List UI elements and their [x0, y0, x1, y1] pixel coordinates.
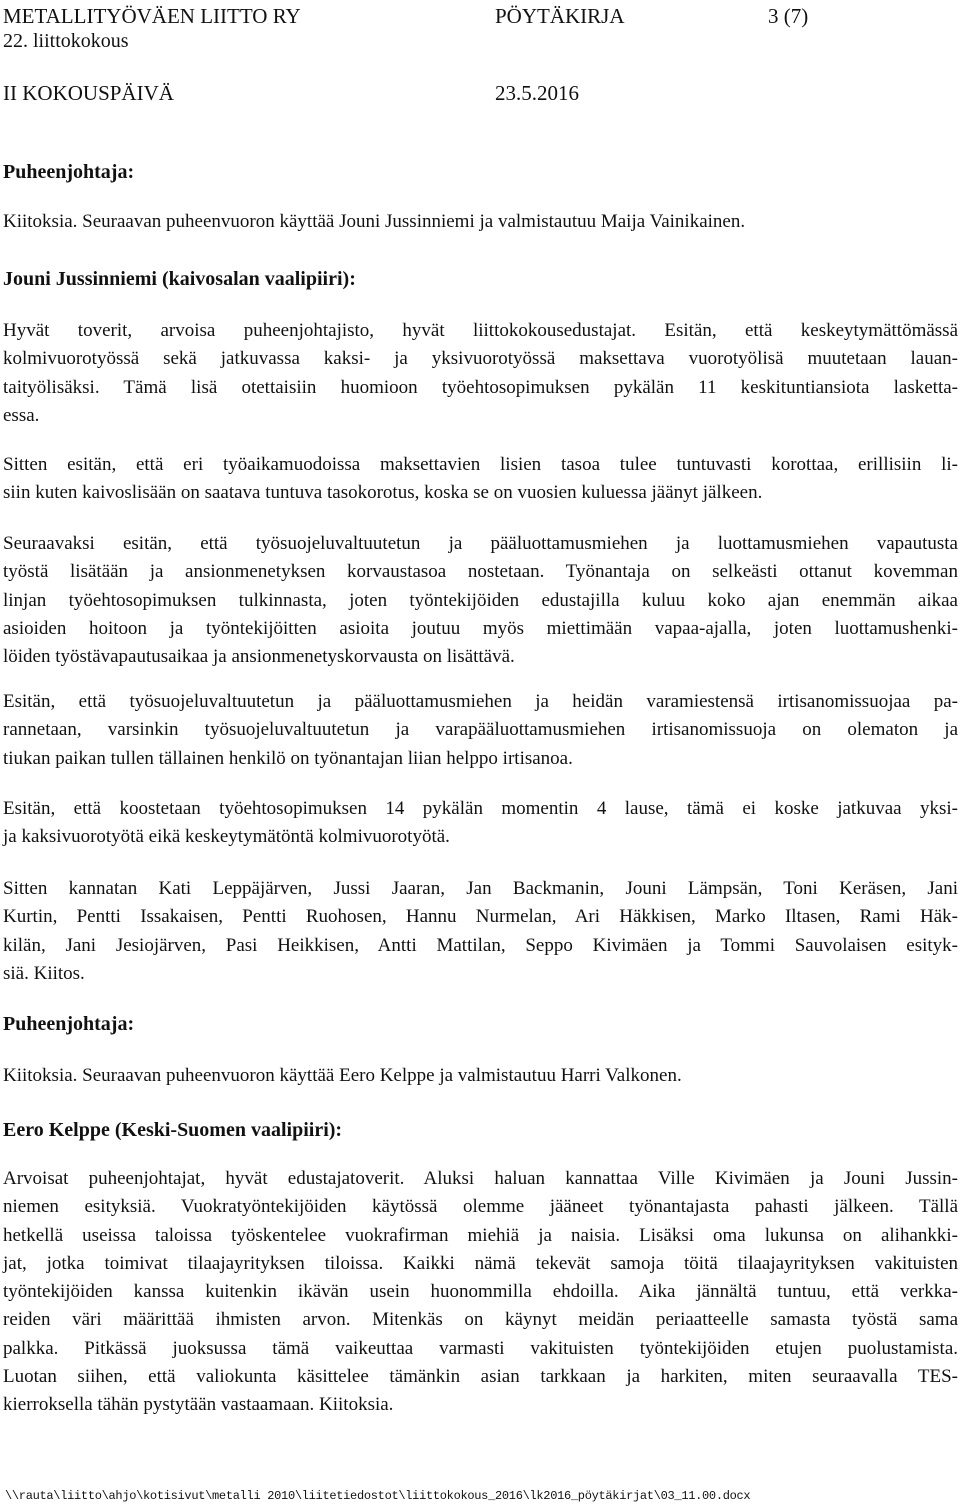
- header-page-number: 3 (7): [768, 4, 809, 28]
- footer-file-path: \\rauta\liitto\ahjo\kotisivut\metalli 2010\liitetiedostot\liittokokous_2016\lk2016_pöytäkirjat\03_11.00.docx: [5, 1489, 751, 1503]
- paragraph-line: Sitten esitän, että eri työaikamuodoissa maksettavien lisien tasoa tulee tuntuvasti korottaa, erillisiin li-: [3, 454, 958, 475]
- header-date: 23.5.2016: [495, 81, 579, 105]
- paragraph-line: essa.: [3, 404, 40, 426]
- paragraph-line: niemen esityksiä. Vuokratyöntekijöiden käytössä olemme jääneet työnantajasta pahasti jälkeen. Tällä: [3, 1196, 958, 1218]
- paragraph: [3, 875, 958, 988]
- paragraph-line: asioiden hoitoon ja työntekijöitten asioita joutuu myös miettimään vapaa-ajalla, joten luottamushenki-: [3, 617, 958, 639]
- speaker-heading: Jouni Jussinniemi (kaivosalan vaalipiiri):: [3, 268, 356, 290]
- paragraph-line: Esitän, että koostetaan työehtosopimuksen 14 pykälän momentin 4 lause, tämä ei koske jatkuvaa yksi-: [3, 798, 958, 819]
- paragraph-line: Kiitoksia. Seuraavan puheenvuoron käyttää Jouni Jussinniemi ja valmistautuu Maija Vainikainen.: [3, 211, 746, 232]
- paragraph-line: Hyvät toverit, arvoisa puheenjohtajisto, hyvät liittokokousedustajat. Esitän, että keskeytymättömässä: [3, 320, 958, 341]
- paragraph-line: löiden työstävapautusaikaa ja ansionmenetyskorvausta on lisättävä.: [3, 646, 515, 668]
- header-document-type: PÖYTÄKIRJA: [495, 4, 625, 28]
- paragraph-line: siin kuten kaivoslisään on saatava tuntuva tasokorotus, koska se on vuosien kuluessa jäänyt jälkeen.: [3, 482, 763, 504]
- paragraph-line: siä. Kiitos.: [3, 962, 85, 984]
- paragraph-line: palkka. Pitkässä juoksussa tämä vaikeuttaa varmasti vakituisten työntekijöiden etujen puolustamista.: [3, 1337, 958, 1359]
- speaker-heading: Puheenjohtaja:: [3, 161, 135, 183]
- paragraph-line: Seuraavaksi esitän, että työsuojeluvaltuutetun ja pääluottamusmiehen ja luottamusmiehen vapautusta: [3, 533, 958, 554]
- paragraph: [3, 688, 958, 773]
- paragraph-line: kolmivuorotyössä sekä jatkuvassa kaksi- ja yksivuorotyössä maksettava vuorotyölisä muutetaan lauan-: [3, 348, 958, 370]
- paragraph-line: reiden väri määrittää ihmisten arvon. Mitenkäs on käynyt meidän periaatteelle samasta työstä sama: [3, 1309, 958, 1331]
- paragraph-line: Luotan siihen, että valiokunta käsittelee tämänkin asian tarkkaan ja harkiten, miten seuraavalla TES-: [3, 1366, 958, 1388]
- paragraph: [3, 317, 958, 430]
- paragraph: [3, 795, 958, 852]
- paragraph-line: Arvoisat puheenjohtajat, hyvät edustajatoverit. Aluksi haluan kannattaa Ville Kivimäen ja Jouni Jussin-: [3, 1168, 958, 1189]
- paragraph-line: tiukan paikan tullen tällainen henkilö on työnantajan liian helppo irtisanoa.: [3, 747, 573, 769]
- paragraph-line: työntekijöiden kanssa kuitenkin ikävän usein huonommilla ehdoilla. Aika jännältä tuntuu, että verkka-: [3, 1281, 958, 1303]
- paragraph-line: ja kaksivuorotyötä eikä keskeytymätöntä kolmivuorotyötä.: [3, 826, 450, 848]
- paragraph-line: rannetaan, varsinkin työsuojeluvaltuutetun ja varapääluottamusmiehen irtisanomissuoja on olematon ja: [3, 719, 958, 741]
- paragraph-line: työstä lisätään ja ansionmenetyksen korvaustasoa nostetaan. Työnantaja on selkeästi ottanut kovemman: [3, 561, 958, 583]
- paragraph: [3, 1165, 958, 1420]
- header-organization: METALLITYÖVÄEN LIITTO RY: [3, 4, 301, 28]
- header-meeting: 22. liittokokous: [3, 30, 129, 52]
- paragraph-line: Kurtin, Pentti Issakaisen, Pentti Ruohosen, Hannu Nurmelan, Ari Häkkisen, Marko Iltasen, Rami Häk-: [3, 906, 958, 928]
- speaker-heading: Eero Kelppe (Keski-Suomen vaalipiiri):: [3, 1119, 343, 1141]
- paragraph-line: taityölisäksi. Tämä lisä otettaisiin huomioon työehtosopimuksen pykälän 11 keskituntiansiota lasketta-: [3, 376, 958, 398]
- paragraph-line: hetkellä useissa taloissa työskentelee vuokrafirman miehiä ja naisia. Lisäksi oma lukunsa on alihankki-: [3, 1224, 958, 1246]
- paragraph-line: jat, jotka toimivat tilaajayrityksen tiloissa. Kaikki nämä tekevät samoja töitä tilaajayrityksen vakituisten: [3, 1252, 958, 1274]
- header-day: II KOKOUSPÄIVÄ: [3, 81, 174, 105]
- paragraph-line: kierroksella tähän pystytään vastaamaan. Kiitoksia.: [3, 1394, 394, 1416]
- paragraph: [3, 208, 958, 236]
- paragraph-line: linjan työehtosopimuksen tulkinnasta, joten työntekijöiden edustajilla kuluu koko ajan enemmän aikaa: [3, 589, 958, 611]
- paragraph-line: kilän, Jani Jesiojärven, Pasi Heikkisen, Antti Mattilan, Seppo Kivimäen ja Tommi Sauvolaisen esityk-: [3, 934, 958, 956]
- paragraph: [3, 451, 958, 508]
- paragraph: [3, 1062, 958, 1090]
- speaker-heading: Puheenjohtaja:: [3, 1013, 135, 1035]
- paragraph: [3, 530, 958, 671]
- paragraph-line: Sitten kannatan Kati Leppäjärven, Jussi Jaaran, Jan Backmanin, Jouni Lämpsän, Toni Keräsen, Jani: [3, 878, 958, 899]
- paragraph-line: Kiitoksia. Seuraavan puheenvuoron käyttää Eero Kelppe ja valmistautuu Harri Valkonen.: [3, 1065, 682, 1086]
- paragraph-line: Esitän, että työsuojeluvaltuutetun ja pääluottamusmiehen ja heidän varamiestensä irtisanomissuojaa pa-: [3, 691, 958, 712]
